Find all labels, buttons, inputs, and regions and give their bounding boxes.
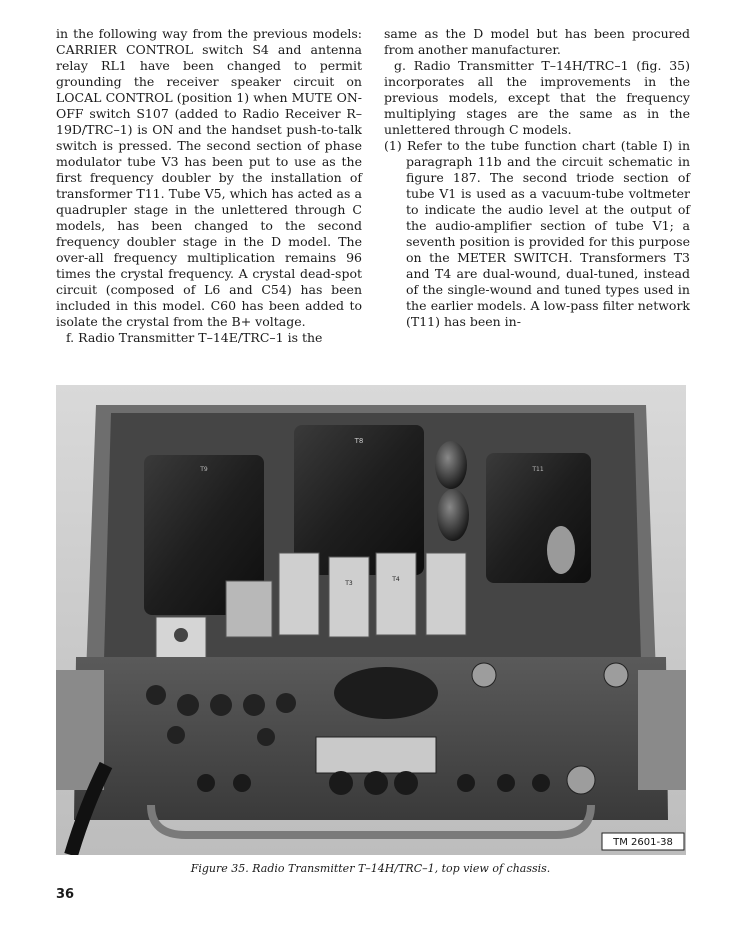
tube-shield (547, 526, 575, 574)
knob-1 (146, 685, 166, 705)
knob-8 (197, 774, 215, 792)
relay-box (226, 581, 272, 637)
page-number: 36 (56, 887, 75, 902)
chassis-photo (56, 385, 686, 855)
figure-tag: TM 2601-38 (613, 837, 673, 848)
tube-top (435, 441, 467, 489)
connector-1 (472, 663, 496, 687)
right-column (384, 26, 690, 330)
knob-10 (329, 771, 353, 795)
knob-15 (532, 774, 550, 792)
coil-box-1 (279, 553, 319, 635)
label-t4: T4 (392, 576, 400, 583)
dial-window (316, 737, 436, 773)
knob-7 (257, 728, 275, 746)
knob-3 (210, 694, 232, 716)
handle-right (638, 670, 686, 790)
label-t9: T9 (200, 466, 208, 473)
knob-13 (457, 774, 475, 792)
left-column (56, 26, 362, 346)
right-paragraph-2: g. Radio Transmitter T–14H/TRC–1 (fig. 35) incorporates all the improvements in the previous models, except that the frequency multiplying stages are the same as in the unlettered through C models. (384, 58, 690, 137)
right-paragraph-3: (1) Refer to the tube function chart (table I) in paragraph 11b and the circuit schematic in figure 187. The second triode section of tube V1 is used as a vacuum-tube voltmeter to indicate the audio level at the output of the audio-amplifier section of tube V1; a seventh position is provided for this purpose on the METER SWITCH. Transformers T3 and T4 are dual-wound, dual-tuned, instead of the single-wound and tuned types used in the earlier models. A low-pass filter network (T11) has been in- (384, 138, 690, 329)
meter (334, 667, 438, 719)
knob-2 (177, 694, 199, 716)
knob-4 (243, 694, 265, 716)
knob-5 (276, 693, 296, 713)
label-t3: T3 (345, 580, 353, 587)
knob-9 (233, 774, 251, 792)
connector-3 (567, 766, 595, 794)
coil-box-2 (329, 557, 369, 637)
label-t11: T11 (532, 466, 544, 473)
left-paragraph-1: in the following way from the previous models: CARRIER CONTROL switch S4 and antenna relay RL1 have been changed to permit grounding the receiver speaker circuit on LOCAL CONTROL (position 1) when MUTE ON-OFF switch S107 (added to Radio Receiver R–19D/TRC–1) is ON and the handset push-to-talk switch is pressed. The second section of phase modulator tube V3 has been put to use as the first frequency doubler by the installation of transformer T11. Tube V5, which has acted as a quadrupler stage in the unlettered through C models, has been changed to the second frequency doubler stage in the D model. The over-all frequency multiplication remains 96 times the crystal frequency. A crystal dead-spot circuit (composed of L6 and C54) has been included in this model. C60 has been added to isolate the crystal from the B+ voltage. (56, 26, 362, 329)
coil-box-4 (426, 553, 466, 635)
knob-14 (497, 774, 515, 792)
knob-6 (167, 726, 185, 744)
small-can-plug (174, 628, 188, 642)
connector-2 (604, 663, 628, 687)
left-paragraph-2: f. Radio Transmitter T–14E/TRC–1 is the (66, 330, 323, 345)
knob-11 (364, 771, 388, 795)
coil-box-3 (376, 553, 416, 635)
tube-middle (437, 489, 469, 541)
knob-12 (394, 771, 418, 795)
figure-caption: Figure 35. Radio Transmitter T–14H/TRC–1, top view of chassis. (190, 862, 551, 875)
chassis-photo-svg (56, 385, 686, 855)
right-paragraph-1: same as the D model but has been procured from another manufacturer. (384, 26, 690, 57)
label-t8: T8 (354, 437, 364, 445)
